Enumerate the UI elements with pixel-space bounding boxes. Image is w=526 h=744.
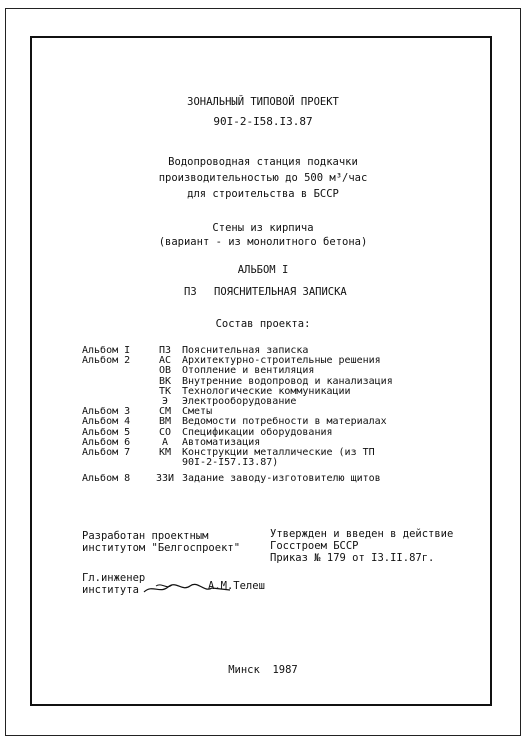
approval-line-1: Утвержден и введен в действие [270, 528, 454, 540]
composition-code: ПЗ [158, 345, 172, 356]
composition-album: Альбом 3 [82, 406, 131, 418]
album-label: АЛЬБОМ I [237, 264, 289, 276]
composition-description: 90I-2-I57.I3.87) [182, 457, 279, 469]
composition-album: Альбом 4 [82, 416, 131, 428]
composition-code: СМ [158, 406, 172, 418]
variant-line-2: (вариант - из монолитного бетона) [158, 236, 368, 248]
composition-code: АС [158, 355, 172, 367]
composition-code: ЗЗИ [155, 473, 175, 485]
composition-album: Альбом 7 [82, 447, 131, 458]
composition-code: СО [158, 426, 172, 438]
composition-code: А [161, 436, 169, 448]
album-name: ПОЯСНИТЕЛЬНАЯ ЗАПИСКА [214, 286, 347, 298]
title-line-3: для строительства в БССР [187, 188, 339, 200]
composition-description: Автоматизация [182, 436, 261, 448]
composition-code: ВМ [158, 416, 172, 428]
variant-line-1: Стены из кирпича [212, 222, 314, 234]
composition-album: Альбом I [82, 345, 131, 356]
composition-code: ВК [158, 375, 172, 387]
engineer-line-2: института [82, 584, 139, 596]
composition-description: Сметы [182, 406, 213, 418]
title-line-2: производительностью до 500 м³/час [158, 172, 368, 184]
composition-code: КМ [158, 447, 172, 458]
engineer-line-1: Гл.инженер [82, 572, 146, 584]
composition-code: ТК [158, 385, 172, 397]
engineer-name: А.М.Телеш [208, 580, 265, 592]
project-number: 90I-2-I58.I3.87 [213, 115, 313, 128]
composition-description: Электрооборудование [182, 396, 297, 407]
composition-description: Ведомости потребности в материалах [182, 416, 387, 428]
composition-code: Э [161, 396, 169, 407]
composition-description: Спецификации оборудования [182, 426, 333, 438]
developer-line-1: Разработан проектным [82, 530, 209, 542]
composition-album: Альбом 8 [82, 473, 131, 485]
composition-description: Архитектурно-строительные решения [182, 355, 381, 367]
footer-city-year: Минск 1987 [228, 664, 298, 676]
composition-description: Технологические коммуникации [182, 385, 351, 397]
composition-album: Альбом 5 [82, 426, 131, 438]
approval-line-3: Приказ № 179 от I3.II.87г. [270, 552, 435, 564]
composition-description: Пояснительная записка [182, 345, 309, 356]
album-code: ПЗ [184, 286, 197, 298]
composition-description: Конструкции металлические (из ТП [182, 447, 375, 458]
composition-code: ОВ [158, 365, 172, 377]
composition-description: Отопление и вентиляция [182, 365, 315, 377]
project-type: ЗОНАЛЬНЫЙ ТИПОВОЙ ПРОЕКТ [187, 96, 339, 108]
composition-heading: Состав проекта: [215, 318, 311, 330]
composition-album: Альбом 6 [82, 436, 131, 448]
developer-line-2: институтом "Белгоспроект" [82, 542, 241, 554]
approval-line-2: Госстроем БССР [270, 540, 359, 552]
composition-description: Задание заводу-изготовителю щитов [182, 473, 381, 485]
title-line-1: Водопроводная станция подкачки [168, 156, 358, 168]
composition-album: Альбом 2 [82, 355, 131, 367]
composition-description: Внутренние водопровод и канализация [182, 375, 393, 387]
